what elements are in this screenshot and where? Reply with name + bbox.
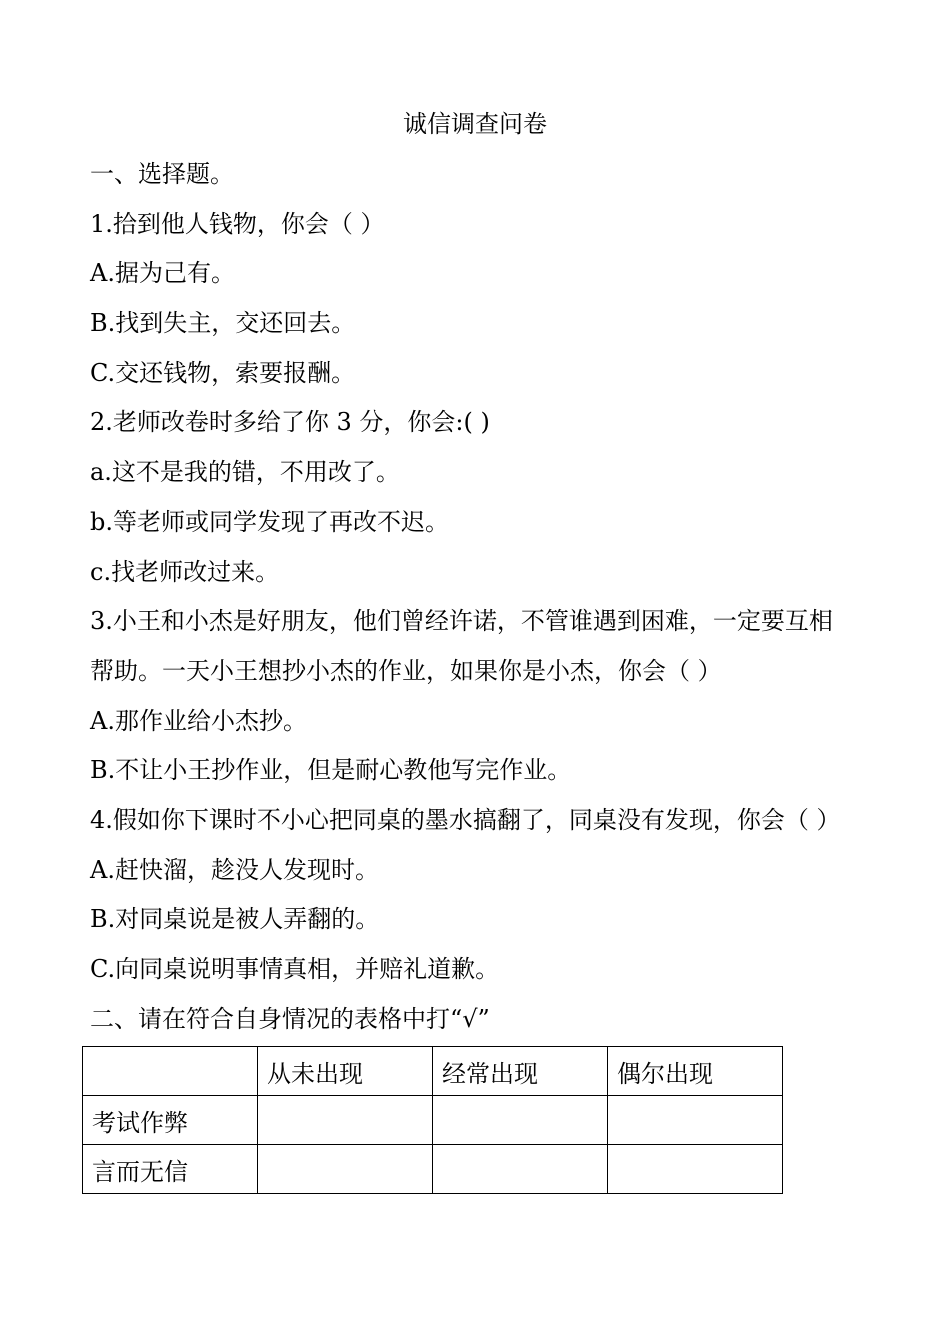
- table-row-label: 考试作弊: [83, 1096, 258, 1145]
- question-3-option-b: B.不让小王抄作业，但是耐心教他写完作业。: [90, 756, 572, 785]
- table-cell[interactable]: [433, 1145, 608, 1194]
- table-cell[interactable]: [608, 1096, 783, 1145]
- table-row: [83, 1096, 783, 1145]
- table-header-cell-blank: [83, 1047, 258, 1096]
- question-2-option-b: b.等老师或同学发现了再改不迟。: [90, 507, 449, 536]
- question-3-line-2: 帮助。一天小王想抄小杰的作业，如果你是小杰，你会（ ）: [90, 656, 722, 685]
- self-assessment-table: [82, 1046, 783, 1194]
- table-header-row: [83, 1047, 783, 1096]
- table-row-label: 言而无信: [83, 1145, 258, 1194]
- table-cell[interactable]: [433, 1096, 608, 1145]
- question-2-option-c: c.找老师改过来。: [90, 557, 280, 586]
- question-1: 1.拾到他人钱物，你会（ ）: [90, 209, 385, 238]
- question-4: 4.假如你下课时不小心把同桌的墨水搞翻了，同桌没有发现，你会（ ）: [90, 805, 841, 834]
- section-heading-choice: 一、选择题。: [90, 160, 234, 188]
- question-3-option-a: A.那作业给小杰抄。: [90, 706, 307, 735]
- question-2-option-a: a.这不是我的错，不用改了。: [90, 458, 400, 487]
- question-1-option-b: B.找到失主，交还回去。: [90, 309, 356, 338]
- table-header-cell-often: 经常出现: [433, 1047, 608, 1096]
- table-cell[interactable]: [258, 1145, 433, 1194]
- page-title: 诚信调查问卷: [403, 110, 547, 138]
- table-cell[interactable]: [258, 1096, 433, 1145]
- question-2: 2.老师改卷时多给了你 3 分，你会:( ): [90, 408, 490, 437]
- table-header-cell-sometimes: 偶尔出现: [608, 1047, 783, 1096]
- question-4-option-c: C.向同桌说明事情真相，并赔礼道歉。: [90, 955, 500, 983]
- question-4-option-a: A.赶快溜，趁没人发现时。: [90, 855, 379, 884]
- question-lines: [90, 154, 865, 1048]
- question-1-option-c: C.交还钱物，索要报酬。: [90, 358, 356, 387]
- question-3-line-1: 3.小王和小杰是好朋友，他们曾经许诺，不管谁遇到困难，一定要互相: [90, 607, 833, 636]
- question-4-option-b: B.对同桌说是被人弄翻的。: [90, 905, 380, 934]
- table-cell[interactable]: [608, 1145, 783, 1194]
- table-header-cell-never: 从未出现: [258, 1047, 433, 1096]
- table-row: [83, 1145, 783, 1194]
- section-heading-table: 二、请在符合自身情况的表格中打“√”: [90, 1004, 490, 1033]
- question-1-option-a: A.据为己有。: [90, 259, 235, 288]
